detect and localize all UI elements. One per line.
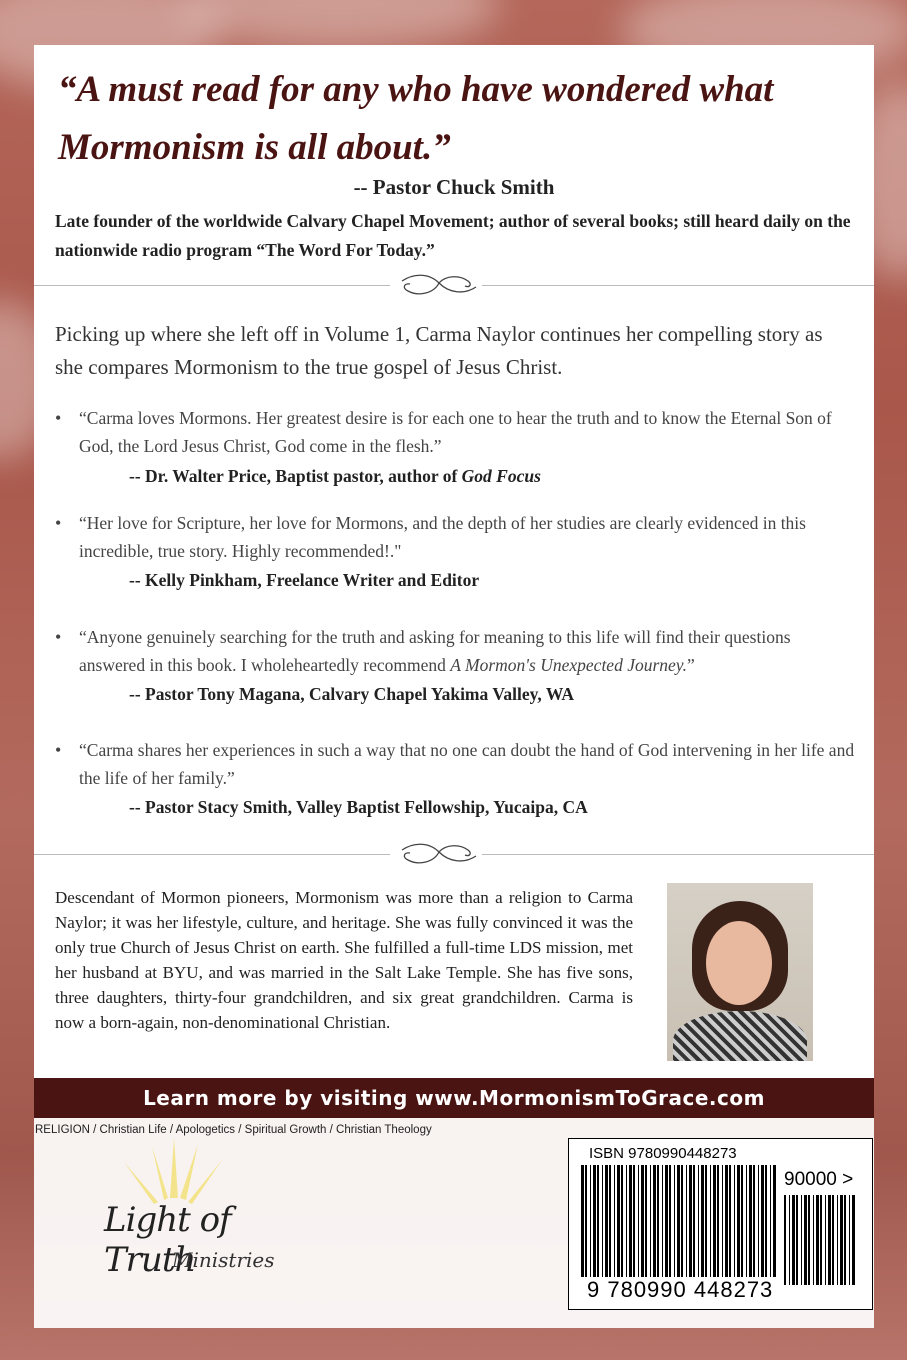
endorsement-item — [55, 509, 855, 599]
intro-paragraph: Picking up where she left off in Volume 1, Carma Naylor continues her compelling story as she compares Mormonism to the true gospel of Jesus Christ. — [55, 322, 823, 379]
endorsement-item — [55, 404, 855, 494]
addon-barcode-bars — [784, 1195, 860, 1285]
barcode-number: 9 780990 448273 — [587, 1277, 774, 1302]
logo-sub-text: Ministries — [172, 1248, 275, 1272]
bullet: • — [55, 408, 62, 428]
endorsement-text: “Carma shares her experiences in such a way that no one can doubt the hand of God intervening in her life and the life of her family.” — [79, 740, 855, 788]
endorsement-text: “Her love for Scripture, her love for Mormons, and the depth of her studies are clearly evidenced in this incredible, true story. Highly recommended!." — [79, 513, 806, 561]
endorsement-author: -- Dr. Walter Price, Baptist pastor, author of God Focus — [129, 466, 541, 486]
flourish-icon — [394, 840, 484, 870]
ornamental-divider — [34, 271, 874, 301]
quote-author: -- Pastor Chuck Smith — [353, 175, 555, 199]
logo-main-text: Light of Truth — [104, 1200, 231, 1280]
author-bio: Descendant of Mormon pioneers, Mormonism was more than a religion to Carma Naylor; it was her lifestyle, culture, and heritage. She was fully convinced it was the only true Church of Jesus Christ on earth. She fulfilled a full-time LDS mission, met her husband at BYU, and was married in the Salt Lake Temple. She has five sons, three daughters, thirty-four grandchildren, and six great grandchildren. Carma is now a born-again, non-denominational Christian. — [55, 888, 633, 1032]
headline-quote: “A must read for any who have wondered what Mormonism is all about.” — [58, 69, 774, 168]
publisher-logo — [94, 1138, 314, 1308]
flourish-icon — [394, 271, 484, 301]
endorsement-text: “Anyone genuinely searching for the truth and asking for meaning to this life will find their questions answered in this book. I wholeheartedly recommend A Mormon's Unexpected Journey.” — [79, 627, 791, 675]
author-photo — [667, 883, 813, 1061]
cloud-decoration — [180, 0, 500, 50]
endorsement-author: -- Pastor Tony Magana, Calvary Chapel Yakima Valley, WA — [129, 684, 575, 704]
endorsement-item — [55, 623, 855, 713]
quote-author-description: Late founder of the worldwide Calvary Chapel Movement; author of several books; still heard daily on the nationwide radio program “The Word For Today.” — [55, 211, 851, 260]
endorsement-item — [55, 736, 855, 826]
endorsement-author: -- Kelly Pinkham, Freelance Writer and Editor — [129, 570, 480, 590]
main-barcode-bars — [581, 1165, 781, 1277]
ornamental-divider — [34, 840, 874, 870]
isbn-barcode — [568, 1138, 873, 1310]
sunburst-icon — [94, 1138, 314, 1208]
bullet: • — [55, 513, 62, 533]
bullet: • — [55, 740, 62, 760]
bisac-categories: RELIGION / Christian Life / Apologetics / Spiritual Growth / Christian Theology — [35, 1124, 432, 1136]
lower-section — [34, 1118, 874, 1328]
price-code: 90000 > — [784, 1169, 854, 1190]
back-cover-panel — [34, 45, 874, 1085]
bullet: • — [55, 627, 62, 647]
endorsement-text: “Carma loves Mormons. Her greatest desire is for each one to hear the truth and to know the Eternal Son of God, the Lord Jesus Christ, God come in the flesh.” — [79, 408, 832, 456]
endorsement-author: -- Pastor Stacy Smith, Valley Baptist Fellowship, Yucaipa, CA — [129, 797, 588, 817]
isbn-label: ISBN 9780990448273 — [589, 1145, 737, 1162]
website-banner: Learn more by visiting www.MormonismToGrace.com — [34, 1078, 874, 1118]
